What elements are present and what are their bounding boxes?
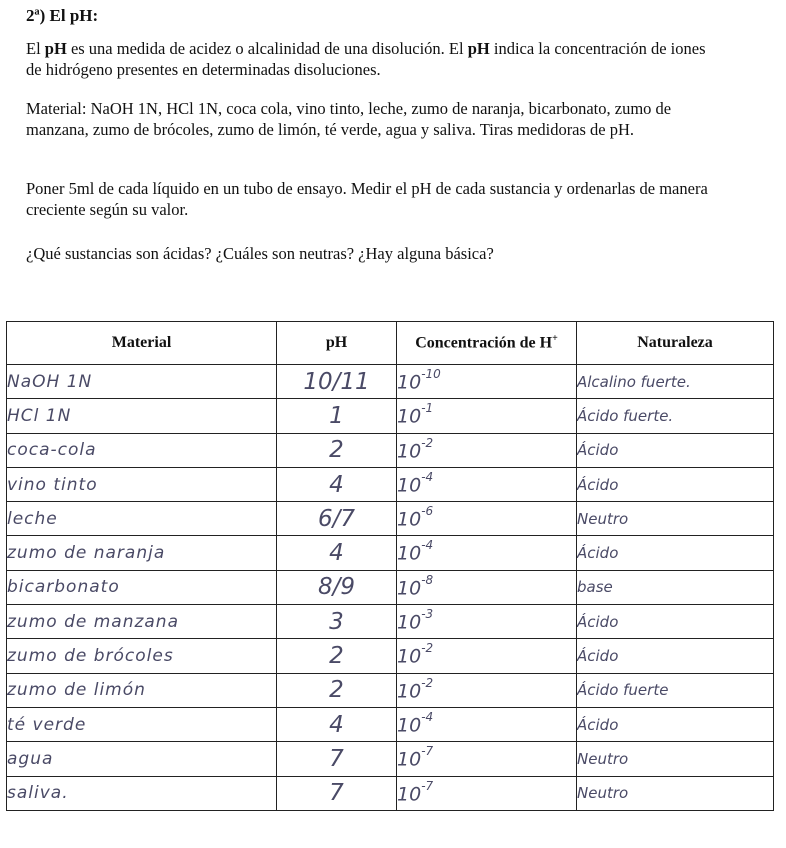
cell-nature: Ácido [577, 639, 774, 673]
cell-ph: 3 [277, 605, 397, 639]
intro-paragraph [26, 38, 716, 80]
table-row [7, 433, 774, 467]
cell-nature: Neutro [577, 502, 774, 536]
cell-nature: Alcalino fuerte. [577, 365, 774, 399]
cell-ph: 8/9 [277, 570, 397, 604]
cell-ph: 2 [277, 639, 397, 673]
cell-nature: Ácido [577, 536, 774, 570]
cell-nature: base [577, 570, 774, 604]
concentration-base: 10 [397, 611, 422, 634]
concentration-exponent: -7 [421, 744, 434, 759]
cell-concentration [397, 536, 577, 570]
cell-concentration [397, 639, 577, 673]
cell-concentration [397, 742, 577, 776]
concentration-base: 10 [397, 679, 422, 702]
concentration-exponent: -2 [421, 641, 434, 656]
cell-concentration [397, 502, 577, 536]
cell-concentration [397, 467, 577, 501]
cell-concentration [397, 433, 577, 467]
cell-concentration [397, 399, 577, 433]
concentration-base: 10 [397, 474, 422, 497]
concentration-base: 10 [397, 577, 422, 600]
cell-nature: Neutro [577, 742, 774, 776]
cell-nature: Ácido [577, 605, 774, 639]
intro-bold-ph-2: pH [467, 39, 490, 58]
cell-ph: 6/7 [277, 502, 397, 536]
cell-material: zumo de limón [7, 673, 277, 707]
cell-material: HCl 1N [7, 399, 277, 433]
cell-ph: 2 [277, 433, 397, 467]
concentration-base: 10 [397, 439, 422, 462]
cell-ph: 1 [277, 399, 397, 433]
cell-nature: Ácido [577, 707, 774, 741]
cell-nature: Ácido [577, 433, 774, 467]
table-row [7, 673, 774, 707]
material-paragraph: Material: NaOH 1N, HCl 1N, coca cola, vino tinto, leche, zumo de naranja, bicarbonato, zumo de manzana, zumo de brócoles, zumo de limón, té verde, agua y saliva. Tiras medidoras de pH. [26, 99, 672, 139]
concentration-exponent: -6 [421, 504, 434, 519]
cell-nature: Ácido fuerte. [577, 399, 774, 433]
cell-material: saliva. [7, 776, 277, 810]
header-concentration-label: Concentración de H [415, 334, 553, 352]
table-row [7, 502, 774, 536]
concentration-exponent: -4 [421, 538, 434, 553]
concentration-base: 10 [397, 782, 422, 805]
cell-material: NaOH 1N [7, 365, 277, 399]
table-row [7, 776, 774, 810]
table-row [7, 536, 774, 570]
intro-bold-ph-1: pH [44, 39, 67, 58]
cell-concentration [397, 776, 577, 810]
concentration-base: 10 [397, 508, 422, 531]
cell-ph: 4 [277, 467, 397, 501]
cell-ph: 10/11 [277, 365, 397, 399]
cell-material: leche [7, 502, 277, 536]
concentration-exponent: -1 [421, 401, 434, 416]
cell-material: té verde [7, 707, 277, 741]
table-row [7, 570, 774, 604]
cell-material: zumo de manzana [7, 605, 277, 639]
intro-text-3: indica la concentración de iones de hidrógeno presentes en determinadas disoluciones. [26, 39, 706, 79]
table-row [7, 605, 774, 639]
table-row [7, 467, 774, 501]
cell-ph: 7 [277, 742, 397, 776]
concentration-exponent: -4 [421, 469, 434, 484]
concentration-exponent: -7 [421, 778, 434, 793]
concentration-base: 10 [397, 405, 422, 428]
intro-text-2: es una medida de acidez o alcalinidad de una disolución. El [66, 39, 468, 58]
questions-paragraph: ¿Qué sustancias son ácidas? ¿Cuáles son neutras? ¿Hay alguna básica? [26, 244, 494, 263]
concentration-exponent: -4 [421, 709, 434, 724]
header-nature: Naturaleza [577, 322, 774, 365]
concentration-base: 10 [397, 714, 422, 737]
concentration-exponent: -3 [421, 607, 434, 622]
cell-concentration [397, 365, 577, 399]
results-table [6, 321, 774, 811]
table-row [7, 742, 774, 776]
concentration-base: 10 [397, 371, 422, 394]
intro-text-1: El [26, 39, 45, 58]
concentration-exponent: -2 [421, 435, 434, 450]
header-ph: pH [277, 322, 397, 365]
cell-concentration [397, 707, 577, 741]
cell-nature: Ácido fuerte [577, 673, 774, 707]
cell-ph: 2 [277, 673, 397, 707]
cell-nature: Neutro [577, 776, 774, 810]
table-row [7, 707, 774, 741]
header-material: Material [7, 322, 277, 365]
table-row [7, 639, 774, 673]
cell-concentration [397, 673, 577, 707]
concentration-exponent: -2 [421, 675, 434, 690]
cell-material: vino tinto [7, 467, 277, 501]
cell-concentration [397, 605, 577, 639]
concentration-exponent: -10 [421, 366, 441, 381]
cell-material: agua [7, 742, 277, 776]
header-concentration [397, 322, 577, 365]
cell-material: bicarbonato [7, 570, 277, 604]
procedure-paragraph: Poner 5ml de cada líquido en un tubo de ensayo. Medir el pH de cada sustancia y ordenarlas de manera creciente según su valor. [26, 179, 708, 219]
header-concentration-sup: + [552, 333, 558, 345]
table-row [7, 365, 774, 399]
table-row [7, 399, 774, 433]
cell-concentration [397, 570, 577, 604]
concentration-base: 10 [397, 748, 422, 771]
cell-nature: Ácido [577, 467, 774, 501]
cell-material: zumo de naranja [7, 536, 277, 570]
concentration-base: 10 [397, 542, 422, 565]
cell-material: zumo de brócoles [7, 639, 277, 673]
table-header-row [7, 322, 774, 365]
section-heading: 2ª) El pH: [26, 6, 99, 25]
concentration-exponent: -8 [421, 572, 434, 587]
cell-ph: 7 [277, 776, 397, 810]
cell-ph: 4 [277, 707, 397, 741]
cell-ph: 4 [277, 536, 397, 570]
concentration-base: 10 [397, 645, 422, 668]
cell-material: coca-cola [7, 433, 277, 467]
